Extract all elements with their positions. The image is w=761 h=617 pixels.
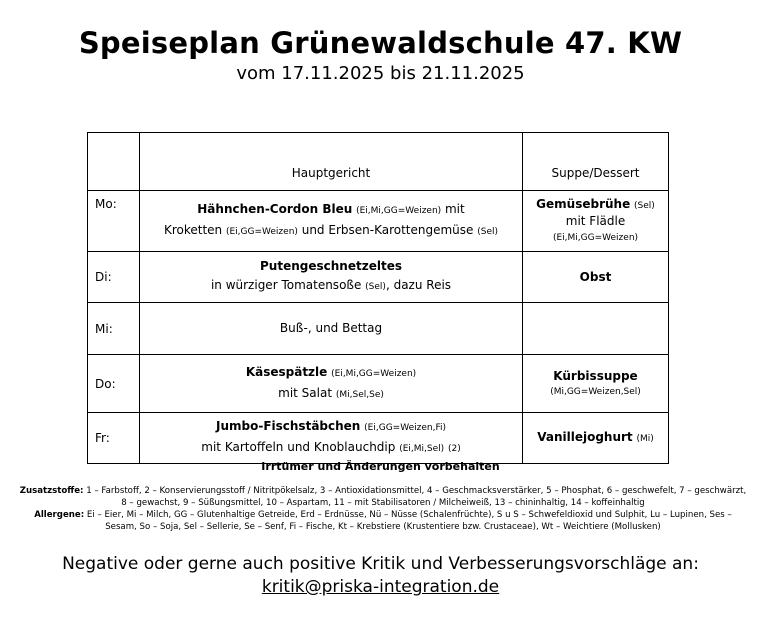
page-title: Speiseplan Grünewaldschule 47. KW bbox=[78, 26, 683, 60]
dish-text: mit Kartoffeln und Knoblauchdip bbox=[201, 440, 400, 454]
dish-text: mit Salat bbox=[278, 385, 336, 400]
allergens: (Ei,Mi,Sel) bbox=[399, 444, 445, 454]
allergens-text: Ei – Eier, Mi – Milch, GG – Glutenhaltige Getreide, Erd – Erdnüsse, Nü – Nüsse (Schalenfrüchte), S u S – Schwefeldioxid und Sulphit, Lu – Lupinen, Ses – Sesam, So – Soja, Sel – Sellerie, Se – Senf, Fi – Fische, Kt – Krebstiere (Krustentiere bzw. Crustaceae), Wt – Weichtiere (Mollusken) bbox=[84, 510, 732, 532]
date-range: vom 17.11.2025 bis 21.11.2025 bbox=[236, 63, 525, 84]
table-row bbox=[88, 303, 669, 355]
main-dish-name: Jumbo-Fischstäbchen bbox=[216, 419, 361, 433]
feedback-section bbox=[0, 553, 761, 599]
legend bbox=[18, 485, 748, 533]
table-row bbox=[88, 191, 669, 252]
day-label: Di: bbox=[88, 252, 140, 303]
main-dish-name: Putengeschnetzeltes bbox=[260, 259, 402, 273]
main-dish-cell bbox=[140, 355, 523, 413]
allergens-label: Allergene: bbox=[34, 510, 85, 520]
allergens: (Sel) bbox=[477, 227, 499, 237]
main-dish-cell bbox=[140, 303, 523, 355]
side-dish-cell bbox=[523, 191, 669, 252]
allergens: (Ei,GG=Weizen) bbox=[225, 227, 298, 237]
dish-text: Kroketten bbox=[163, 223, 226, 237]
side-dish-cell bbox=[523, 303, 669, 355]
allergens: (Ei,GG=Weizen,Fi) bbox=[364, 423, 446, 433]
day-label: Mi: bbox=[88, 303, 140, 355]
main-dish-cell bbox=[140, 413, 523, 464]
side-dish-name: Vanillejoghurt bbox=[537, 429, 633, 444]
side-dish-name: Obst bbox=[579, 269, 612, 284]
table-row bbox=[88, 355, 669, 413]
dish-text: mit Flädle bbox=[565, 213, 626, 228]
main-dish-name: Käsespätzle bbox=[245, 364, 328, 379]
header-main: Hauptgericht bbox=[140, 133, 523, 191]
menu-table bbox=[87, 132, 669, 464]
day-label: Do: bbox=[88, 355, 140, 413]
allergens: (Mi) bbox=[636, 433, 654, 444]
feedback-text: Negative oder gerne auch positive Kritik und Verbesserungsvorschläge an: bbox=[62, 554, 699, 574]
side-dish-cell bbox=[523, 413, 669, 464]
main-dish-cell bbox=[140, 252, 523, 303]
table-row bbox=[88, 252, 669, 303]
dish-text: und Erbsen-Karottengemüse bbox=[297, 223, 478, 237]
allergens: (Sel) bbox=[634, 200, 655, 211]
additive-code: (2) bbox=[447, 444, 461, 454]
day-label: Mo: bbox=[88, 191, 140, 252]
dish-text: mit bbox=[441, 202, 465, 216]
dish-text: , dazu Reis bbox=[385, 278, 452, 292]
header-day-cell bbox=[88, 133, 140, 191]
additives-label: Zusatzstoffe: bbox=[19, 486, 84, 496]
side-dish-cell bbox=[523, 355, 669, 413]
table-row bbox=[88, 413, 669, 464]
main-dish-cell bbox=[140, 191, 523, 252]
allergens: (Ei,Mi,GG=Weizen) bbox=[356, 206, 442, 216]
allergens: (Mi,Sel,Se) bbox=[335, 389, 384, 400]
additives-text: 1 – Farbstoff, 2 – Konservierungsstoff / Nitritpökelsalz, 3 – Antioxidationsmittel, 4 – Geschmacksverstärker, 5 – Phosphat, 6 – geschwefelt, 7 – geschwärzt, 8 – gewachst, 9 – Süßungsmittel, 10 – Aspartam, 11 – mit Stabilisatoren / Milcheiweiß, 13 – chininhaltig, 14 – koffeinhaltig bbox=[83, 486, 747, 508]
side-dish-cell bbox=[523, 252, 669, 303]
dish-text: in würziger Tomatensoße bbox=[210, 278, 366, 292]
allergens: (Ei,Mi,GG=Weizen) bbox=[331, 368, 417, 379]
header-side: Suppe/Dessert bbox=[523, 133, 669, 191]
day-label: Fr: bbox=[88, 413, 140, 464]
feedback-email-link[interactable]: kritik@priska-integration.de bbox=[261, 577, 500, 597]
side-dish-name: Gemüsebrühe bbox=[536, 196, 631, 211]
allergens: (Mi,GG=Weizen,Sel) bbox=[550, 386, 641, 397]
side-dish-name: Kürbissuppe bbox=[553, 368, 638, 383]
holiday-text: Buß-, und Bettag bbox=[279, 321, 383, 335]
disclaimer-note: Irrtümer und Änderungen vorbehalten bbox=[261, 460, 500, 473]
main-dish-name: Hähnchen-Cordon Bleu bbox=[197, 202, 353, 216]
table-header-row bbox=[88, 133, 669, 191]
allergens: (Ei,Mi,GG=Weizen) bbox=[552, 232, 639, 243]
allergens: (Sel) bbox=[365, 282, 386, 292]
